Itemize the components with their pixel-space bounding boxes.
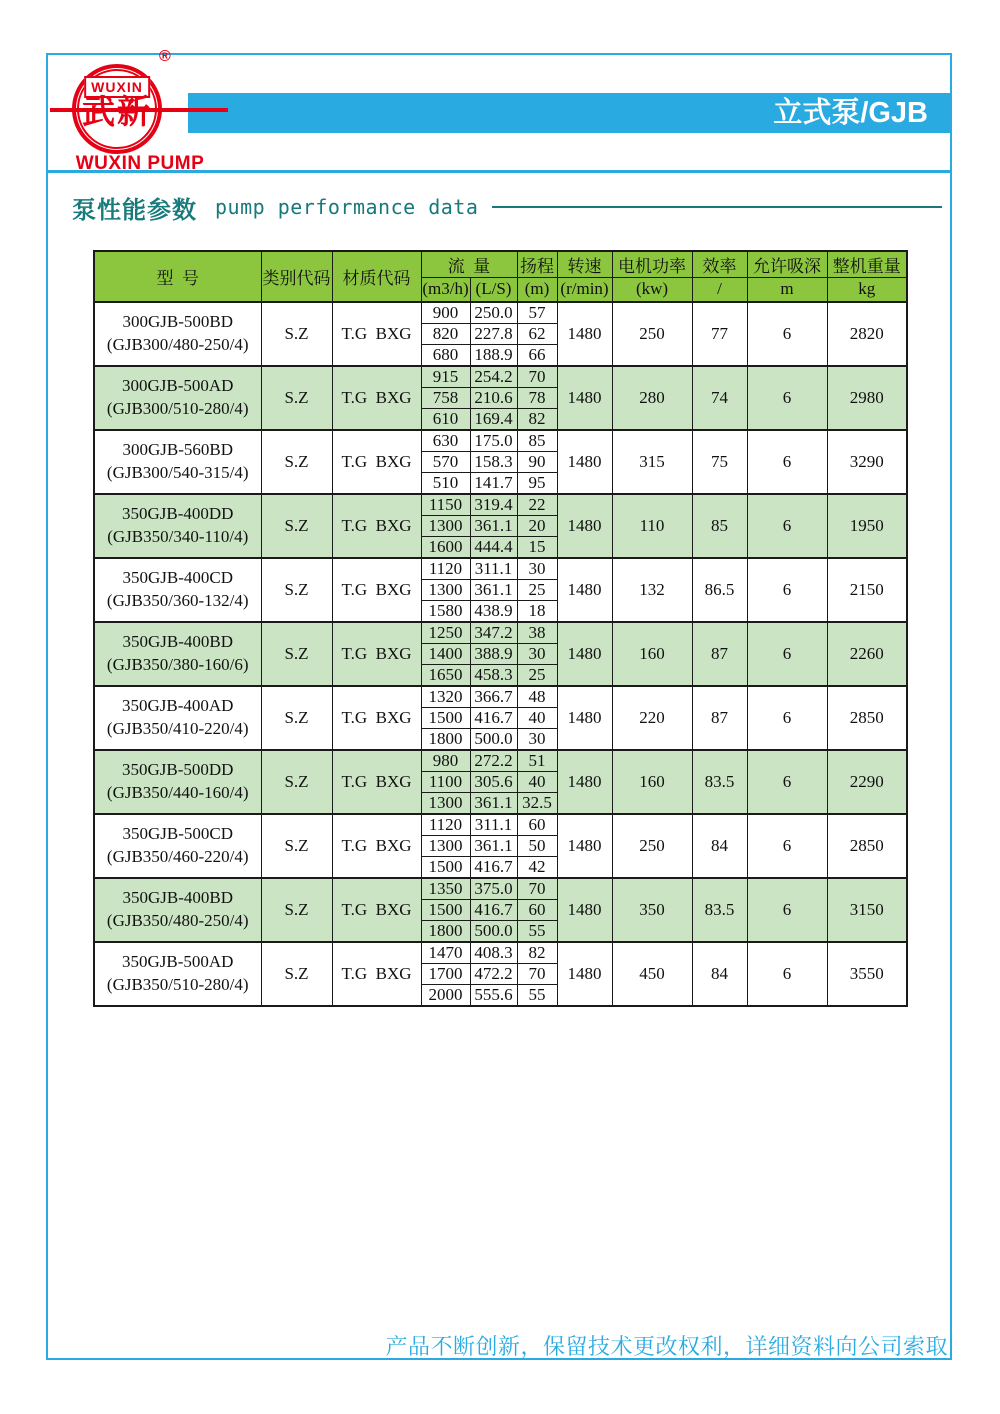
model-name: 350GJB-400BD xyxy=(122,888,233,908)
flow-m3h-cell: 1500 xyxy=(421,856,470,878)
power-cell: 450 xyxy=(612,942,692,1006)
model-designation: (GJB350/480-250/4) xyxy=(106,910,249,930)
flow-ls-cell: 416.7 xyxy=(470,856,517,878)
head-m-cell: 70 xyxy=(517,878,557,900)
speed-cell: 1480 xyxy=(557,942,612,1006)
section-heading-rule xyxy=(492,206,942,208)
flow-ls-cell: 175.0 xyxy=(470,430,517,452)
head-m-cell: 85 xyxy=(517,430,557,452)
model-name: 350GJB-500DD xyxy=(122,760,234,780)
flow-ls-cell: 158.3 xyxy=(470,451,517,472)
weight-cell: 2820 xyxy=(827,302,907,366)
flow-m3h-cell: 1320 xyxy=(421,686,470,708)
table-row xyxy=(94,494,907,516)
flow-m3h-cell: 820 xyxy=(421,323,470,344)
category-code-cell: S.Z xyxy=(261,878,332,942)
model-designation: (GJB350/380-160/6) xyxy=(106,654,249,674)
head-m-cell: 42 xyxy=(517,856,557,878)
suction-depth-cell: 6 xyxy=(747,814,827,878)
suction-depth-cell: 6 xyxy=(747,750,827,814)
material-code-cell: T.G BXG xyxy=(332,494,421,558)
head-m-cell: 40 xyxy=(517,707,557,728)
model-cell xyxy=(94,686,261,750)
model-cell xyxy=(94,942,261,1006)
flow-ls-cell: 141.7 xyxy=(470,472,517,494)
speed-cell: 1480 xyxy=(557,302,612,366)
head-m-cell: 60 xyxy=(517,899,557,920)
unit-flow-m3h: (m3/h) xyxy=(421,278,470,302)
flow-ls-cell: 319.4 xyxy=(470,494,517,516)
power-cell: 280 xyxy=(612,366,692,430)
flow-ls-cell: 375.0 xyxy=(470,878,517,900)
table-row xyxy=(94,942,907,964)
head-m-cell: 32.5 xyxy=(517,792,557,814)
col-header-power: 电机功率 xyxy=(612,251,692,278)
weight-cell: 1950 xyxy=(827,494,907,558)
head-m-cell: 82 xyxy=(517,408,557,430)
col-header-material-code: 材质代码 xyxy=(332,251,421,302)
flow-m3h-cell: 980 xyxy=(421,750,470,772)
speed-cell: 1480 xyxy=(557,430,612,494)
table-row xyxy=(94,302,907,324)
flow-m3h-cell: 1650 xyxy=(421,664,470,686)
model-designation: (GJB350/510-280/4) xyxy=(106,974,249,994)
flow-ls-cell: 361.1 xyxy=(470,792,517,814)
power-cell: 350 xyxy=(612,878,692,942)
weight-cell: 2260 xyxy=(827,622,907,686)
speed-cell: 1480 xyxy=(557,494,612,558)
head-m-cell: 15 xyxy=(517,536,557,558)
flow-ls-cell: 416.7 xyxy=(470,707,517,728)
model-cell xyxy=(94,622,261,686)
weight-cell: 3290 xyxy=(827,430,907,494)
speed-cell: 1480 xyxy=(557,878,612,942)
suction-depth-cell: 6 xyxy=(747,686,827,750)
section-heading xyxy=(72,190,942,224)
power-cell: 250 xyxy=(612,814,692,878)
table-row xyxy=(94,750,907,772)
head-m-cell: 70 xyxy=(517,963,557,984)
material-code-cell: T.G BXG xyxy=(332,878,421,942)
efficiency-cell: 86.5 xyxy=(692,558,747,622)
suction-depth-cell: 6 xyxy=(747,558,827,622)
speed-cell: 1480 xyxy=(557,686,612,750)
head-m-cell: 20 xyxy=(517,515,557,536)
section-title-zh: 泵性能参数 xyxy=(72,196,197,224)
model-cell xyxy=(94,302,261,366)
flow-m3h-cell: 1500 xyxy=(421,707,470,728)
weight-cell: 3150 xyxy=(827,878,907,942)
model-designation: (GJB350/410-220/4) xyxy=(106,718,249,738)
speed-cell: 1480 xyxy=(557,814,612,878)
category-code-cell: S.Z xyxy=(261,686,332,750)
col-header-category-code: 类别代码 xyxy=(261,251,332,302)
model-designation: (GJB350/440-160/4) xyxy=(106,782,249,802)
company-logo xyxy=(50,46,230,178)
logo-caption: WUXIN PUMP xyxy=(75,153,205,174)
flow-m3h-cell: 1500 xyxy=(421,899,470,920)
flow-ls-cell: 347.2 xyxy=(470,622,517,644)
head-m-cell: 57 xyxy=(517,302,557,324)
head-m-cell: 78 xyxy=(517,387,557,408)
material-code-cell: T.G BXG xyxy=(332,302,421,366)
table-row xyxy=(94,558,907,580)
efficiency-cell: 75 xyxy=(692,430,747,494)
flow-ls-cell: 388.9 xyxy=(470,643,517,664)
col-header-flow: 流 量 xyxy=(421,251,517,278)
power-cell: 315 xyxy=(612,430,692,494)
weight-cell: 2150 xyxy=(827,558,907,622)
col-header-model: 型 号 xyxy=(94,251,261,302)
suction-depth-cell: 6 xyxy=(747,302,827,366)
flow-ls-cell: 500.0 xyxy=(470,920,517,942)
flow-m3h-cell: 1300 xyxy=(421,579,470,600)
flow-ls-cell: 188.9 xyxy=(470,344,517,366)
unit-suction-m: m xyxy=(747,278,827,302)
material-code-cell: T.G BXG xyxy=(332,942,421,1006)
flow-ls-cell: 500.0 xyxy=(470,728,517,750)
flow-ls-cell: 438.9 xyxy=(470,600,517,622)
material-code-cell: T.G BXG xyxy=(332,686,421,750)
flow-ls-cell: 311.1 xyxy=(470,814,517,836)
flow-m3h-cell: 2000 xyxy=(421,984,470,1006)
table-row xyxy=(94,686,907,708)
model-designation: (GJB350/460-220/4) xyxy=(106,846,249,866)
category-code-cell: S.Z xyxy=(261,622,332,686)
flow-m3h-cell: 1600 xyxy=(421,536,470,558)
flow-m3h-cell: 758 xyxy=(421,387,470,408)
unit-head-m: (m) xyxy=(517,278,557,302)
flow-m3h-cell: 1300 xyxy=(421,835,470,856)
head-m-cell: 25 xyxy=(517,664,557,686)
weight-cell: 3550 xyxy=(827,942,907,1006)
unit-weight-kg: kg xyxy=(827,278,907,302)
flow-m3h-cell: 900 xyxy=(421,302,470,324)
head-m-cell: 55 xyxy=(517,920,557,942)
series-banner: 立式泵/GJB xyxy=(188,93,952,133)
footer-note: 产品不断创新，保留技术更改权利，详细资料向公司索取 xyxy=(385,1334,948,1359)
col-header-weight: 整机重量 xyxy=(827,251,907,278)
weight-cell: 2980 xyxy=(827,366,907,430)
category-code-cell: S.Z xyxy=(261,558,332,622)
model-cell xyxy=(94,878,261,942)
model-name: 300GJB-500AD xyxy=(122,376,234,396)
flow-ls-cell: 361.1 xyxy=(470,835,517,856)
flow-ls-cell: 416.7 xyxy=(470,899,517,920)
flow-ls-cell: 408.3 xyxy=(470,942,517,964)
head-m-cell: 30 xyxy=(517,558,557,580)
model-cell xyxy=(94,814,261,878)
suction-depth-cell: 6 xyxy=(747,366,827,430)
category-code-cell: S.Z xyxy=(261,814,332,878)
head-m-cell: 18 xyxy=(517,600,557,622)
flow-ls-cell: 555.6 xyxy=(470,984,517,1006)
flow-m3h-cell: 1350 xyxy=(421,878,470,900)
flow-m3h-cell: 1250 xyxy=(421,622,470,644)
category-code-cell: S.Z xyxy=(261,942,332,1006)
category-code-cell: S.Z xyxy=(261,750,332,814)
flow-ls-cell: 254.2 xyxy=(470,366,517,388)
logo-brand-zh: 武新 xyxy=(82,93,152,130)
efficiency-cell: 83.5 xyxy=(692,878,747,942)
pump-performance-table xyxy=(93,250,908,1007)
flow-ls-cell: 366.7 xyxy=(470,686,517,708)
material-code-cell: T.G BXG xyxy=(332,750,421,814)
head-m-cell: 22 xyxy=(517,494,557,516)
flow-ls-cell: 458.3 xyxy=(470,664,517,686)
flow-ls-cell: 169.4 xyxy=(470,408,517,430)
power-cell: 250 xyxy=(612,302,692,366)
power-cell: 132 xyxy=(612,558,692,622)
head-m-cell: 50 xyxy=(517,835,557,856)
flow-ls-cell: 472.2 xyxy=(470,963,517,984)
material-code-cell: T.G BXG xyxy=(332,430,421,494)
category-code-cell: S.Z xyxy=(261,366,332,430)
efficiency-cell: 84 xyxy=(692,942,747,1006)
weight-cell: 2850 xyxy=(827,686,907,750)
weight-cell: 2850 xyxy=(827,814,907,878)
model-designation: (GJB300/480-250/4) xyxy=(106,334,249,354)
power-cell: 160 xyxy=(612,622,692,686)
category-code-cell: S.Z xyxy=(261,494,332,558)
table-row xyxy=(94,814,907,836)
speed-cell: 1480 xyxy=(557,366,612,430)
model-cell xyxy=(94,558,261,622)
power-cell: 110 xyxy=(612,494,692,558)
efficiency-cell: 87 xyxy=(692,686,747,750)
unit-power-kw: (kw) xyxy=(612,278,692,302)
flow-m3h-cell: 1400 xyxy=(421,643,470,664)
flow-m3h-cell: 510 xyxy=(421,472,470,494)
head-m-cell: 48 xyxy=(517,686,557,708)
model-designation: (GJB300/510-280/4) xyxy=(106,398,249,418)
col-header-efficiency: 效率 xyxy=(692,251,747,278)
weight-cell: 2290 xyxy=(827,750,907,814)
model-name: 350GJB-500AD xyxy=(122,952,234,972)
category-code-cell: S.Z xyxy=(261,430,332,494)
section-title-en: pump performance data xyxy=(215,195,479,219)
model-cell xyxy=(94,430,261,494)
head-m-cell: 82 xyxy=(517,942,557,964)
suction-depth-cell: 6 xyxy=(747,494,827,558)
unit-speed-rmin: (r/min) xyxy=(557,278,612,302)
material-code-cell: T.G BXG xyxy=(332,622,421,686)
suction-depth-cell: 6 xyxy=(747,878,827,942)
col-header-suction: 允许吸深 xyxy=(747,251,827,278)
material-code-cell: T.G BXG xyxy=(332,366,421,430)
flow-m3h-cell: 680 xyxy=(421,344,470,366)
table-row xyxy=(94,430,907,452)
material-code-cell: T.G BXG xyxy=(332,814,421,878)
model-designation: (GJB300/540-315/4) xyxy=(106,462,249,482)
flow-m3h-cell: 915 xyxy=(421,366,470,388)
model-name: 350GJB-400AD xyxy=(122,696,234,716)
head-m-cell: 60 xyxy=(517,814,557,836)
logo-brand-en: WUXIN xyxy=(84,76,150,98)
efficiency-cell: 84 xyxy=(692,814,747,878)
flow-ls-cell: 210.6 xyxy=(470,387,517,408)
speed-cell: 1480 xyxy=(557,622,612,686)
flow-ls-cell: 227.8 xyxy=(470,323,517,344)
efficiency-cell: 87 xyxy=(692,622,747,686)
flow-m3h-cell: 1150 xyxy=(421,494,470,516)
flow-ls-cell: 305.6 xyxy=(470,771,517,792)
flow-m3h-cell: 1120 xyxy=(421,814,470,836)
head-m-cell: 66 xyxy=(517,344,557,366)
flow-m3h-cell: 610 xyxy=(421,408,470,430)
model-cell xyxy=(94,750,261,814)
head-m-cell: 40 xyxy=(517,771,557,792)
flow-ls-cell: 272.2 xyxy=(470,750,517,772)
flow-m3h-cell: 1580 xyxy=(421,600,470,622)
head-m-cell: 55 xyxy=(517,984,557,1006)
suction-depth-cell: 6 xyxy=(747,942,827,1006)
suction-depth-cell: 6 xyxy=(747,622,827,686)
flow-m3h-cell: 570 xyxy=(421,451,470,472)
flow-ls-cell: 361.1 xyxy=(470,515,517,536)
model-cell xyxy=(94,366,261,430)
flow-ls-cell: 311.1 xyxy=(470,558,517,580)
speed-cell: 1480 xyxy=(557,558,612,622)
col-header-head: 扬程 xyxy=(517,251,557,278)
flow-m3h-cell: 1800 xyxy=(421,920,470,942)
model-name: 350GJB-400DD xyxy=(122,504,234,524)
table-row xyxy=(94,878,907,900)
head-m-cell: 95 xyxy=(517,472,557,494)
head-m-cell: 90 xyxy=(517,451,557,472)
flow-m3h-cell: 1300 xyxy=(421,515,470,536)
flow-ls-cell: 444.4 xyxy=(470,536,517,558)
unit-efficiency: / xyxy=(692,278,747,302)
flow-ls-cell: 361.1 xyxy=(470,579,517,600)
flow-ls-cell: 250.0 xyxy=(470,302,517,324)
head-m-cell: 38 xyxy=(517,622,557,644)
model-designation: (GJB350/360-132/4) xyxy=(106,590,249,610)
category-code-cell: S.Z xyxy=(261,302,332,366)
head-m-cell: 25 xyxy=(517,579,557,600)
head-m-cell: 30 xyxy=(517,643,557,664)
efficiency-cell: 77 xyxy=(692,302,747,366)
power-cell: 220 xyxy=(612,686,692,750)
head-m-cell: 51 xyxy=(517,750,557,772)
suction-depth-cell: 6 xyxy=(747,430,827,494)
model-name: 300GJB-500BD xyxy=(122,312,233,332)
speed-cell: 1480 xyxy=(557,750,612,814)
efficiency-cell: 85 xyxy=(692,494,747,558)
flow-m3h-cell: 1800 xyxy=(421,728,470,750)
flow-m3h-cell: 630 xyxy=(421,430,470,452)
table-row xyxy=(94,366,907,388)
flow-m3h-cell: 1100 xyxy=(421,771,470,792)
power-cell: 160 xyxy=(612,750,692,814)
unit-flow-ls: (L/S) xyxy=(470,278,517,302)
model-cell xyxy=(94,494,261,558)
head-m-cell: 70 xyxy=(517,366,557,388)
registered-trademark-icon: ® xyxy=(159,48,171,65)
model-name: 350GJB-400BD xyxy=(122,632,233,652)
flow-m3h-cell: 1120 xyxy=(421,558,470,580)
head-m-cell: 62 xyxy=(517,323,557,344)
flow-m3h-cell: 1300 xyxy=(421,792,470,814)
efficiency-cell: 74 xyxy=(692,366,747,430)
model-name: 350GJB-400CD xyxy=(122,568,233,588)
col-header-speed: 转速 xyxy=(557,251,612,278)
model-designation: (GJB350/340-110/4) xyxy=(107,526,249,546)
model-name: 300GJB-560BD xyxy=(122,440,233,460)
head-m-cell: 30 xyxy=(517,728,557,750)
material-code-cell: T.G BXG xyxy=(332,558,421,622)
flow-m3h-cell: 1700 xyxy=(421,963,470,984)
model-name: 350GJB-500CD xyxy=(122,824,233,844)
table-row xyxy=(94,622,907,644)
efficiency-cell: 83.5 xyxy=(692,750,747,814)
flow-m3h-cell: 1470 xyxy=(421,942,470,964)
